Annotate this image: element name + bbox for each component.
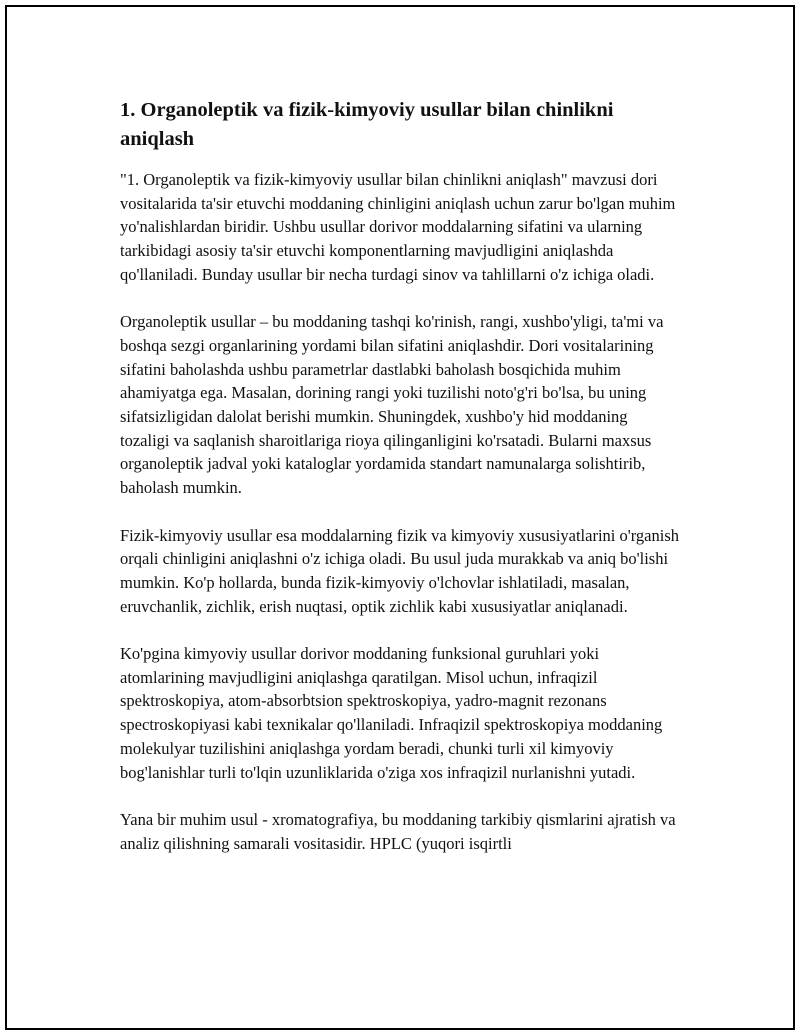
page-frame <box>5 5 795 1030</box>
paragraph-chromatography: Yana bir muhim usul - xromatografiya, bu moddaning tarkibiy qismlarini ajratish va analiz qilishning samarali vositasidir. HPLC (yuqori isqirtli <box>120 809 676 853</box>
document-body <box>120 96 680 879</box>
paragraph-physicochemical: Fizik-kimyoviy usullar esa moddalarning fizik va kimyoviy xususiyatlarini o'rganish orqali chinligini aniqlashni o'z ichiga oladi. Bu usul juda murakkab va aniq bo'lishi mumkin. Ko'p hollarda, bunda fizik-kimyoviy o'lchovlar ishlatiladi, masalan, eruvchanlik, zichlik, erish nuqtasi, optik zichlik kabi xususiyatlar aniqlanadi. <box>120 525 680 616</box>
paragraph-organoleptic: Organoleptik usullar – bu moddaning tashqi ko'rinish, rangi, xushbo'yligi, ta'mi va boshqa sezgi organlarining yordami bilan sifatini aniqlashdir. Dori vositalarining sifatini baholashda ushbu parametrlar dastlabki baholash bosqichida muhim ahamiyatga ega. Masalan, dorining rangi yoki tuzilishi noto'g'ri bo'lsa, bu uning sifatsizligidan dalolat berishi mumkin. Shuningdek, xushbo'y hid moddaning tozaligi va saqlanish sharoitlariga rioya qilinganligini ko'rsatadi. Bularni maxsus organoleptik jadval yoki kataloglar yordamida standart namunalarga solishtirib, baholash mumkin. <box>120 312 664 498</box>
paragraph-chemical-methods: Ko'pgina kimyoviy usullar dorivor moddaning funksional guruhlari yoki atomlarining mavjudligini aniqlashga qaratilgan. Misol uchun, infraqizil spektroskopiya, atom-absorbtsion spektroskopiya, yadro-magnit rezonans spectroskopiyasi kabi texnikalar qo'llaniladi. Infraqizil spektroskopiya moddaning molekulyar tuzilishini aniqlashga yordam beradi, chunki turli xil kimyoviy bog'lanishlar turli to'lqin uzunliklarida o'ziga xos infraqizil nurlanishni yutadi. <box>120 644 663 782</box>
paragraph-intro: "1. Organoleptik va fizik-kimyoviy usullar bilan chinlikni aniqlash" mavzusi dori vositalarida ta'sir etuvchi moddaning chinligini aniqlash uchun zarur bo'lgan muhim yo'nalishlardan biridir. Ushbu usullar dorivor moddalarning sifatini va ularning tarkibidagi asosiy ta'sir etuvchi komponentlarning mavjudligini aniqlashda qo'llaniladi. Bunday usullar bir necha turdagi sinov va tahlillarni o'z ichiga oladi. <box>120 170 676 284</box>
document-heading: 1. Organoleptik va fizik-kimyoviy usullar bilan chinlikni aniqlash <box>120 99 614 150</box>
